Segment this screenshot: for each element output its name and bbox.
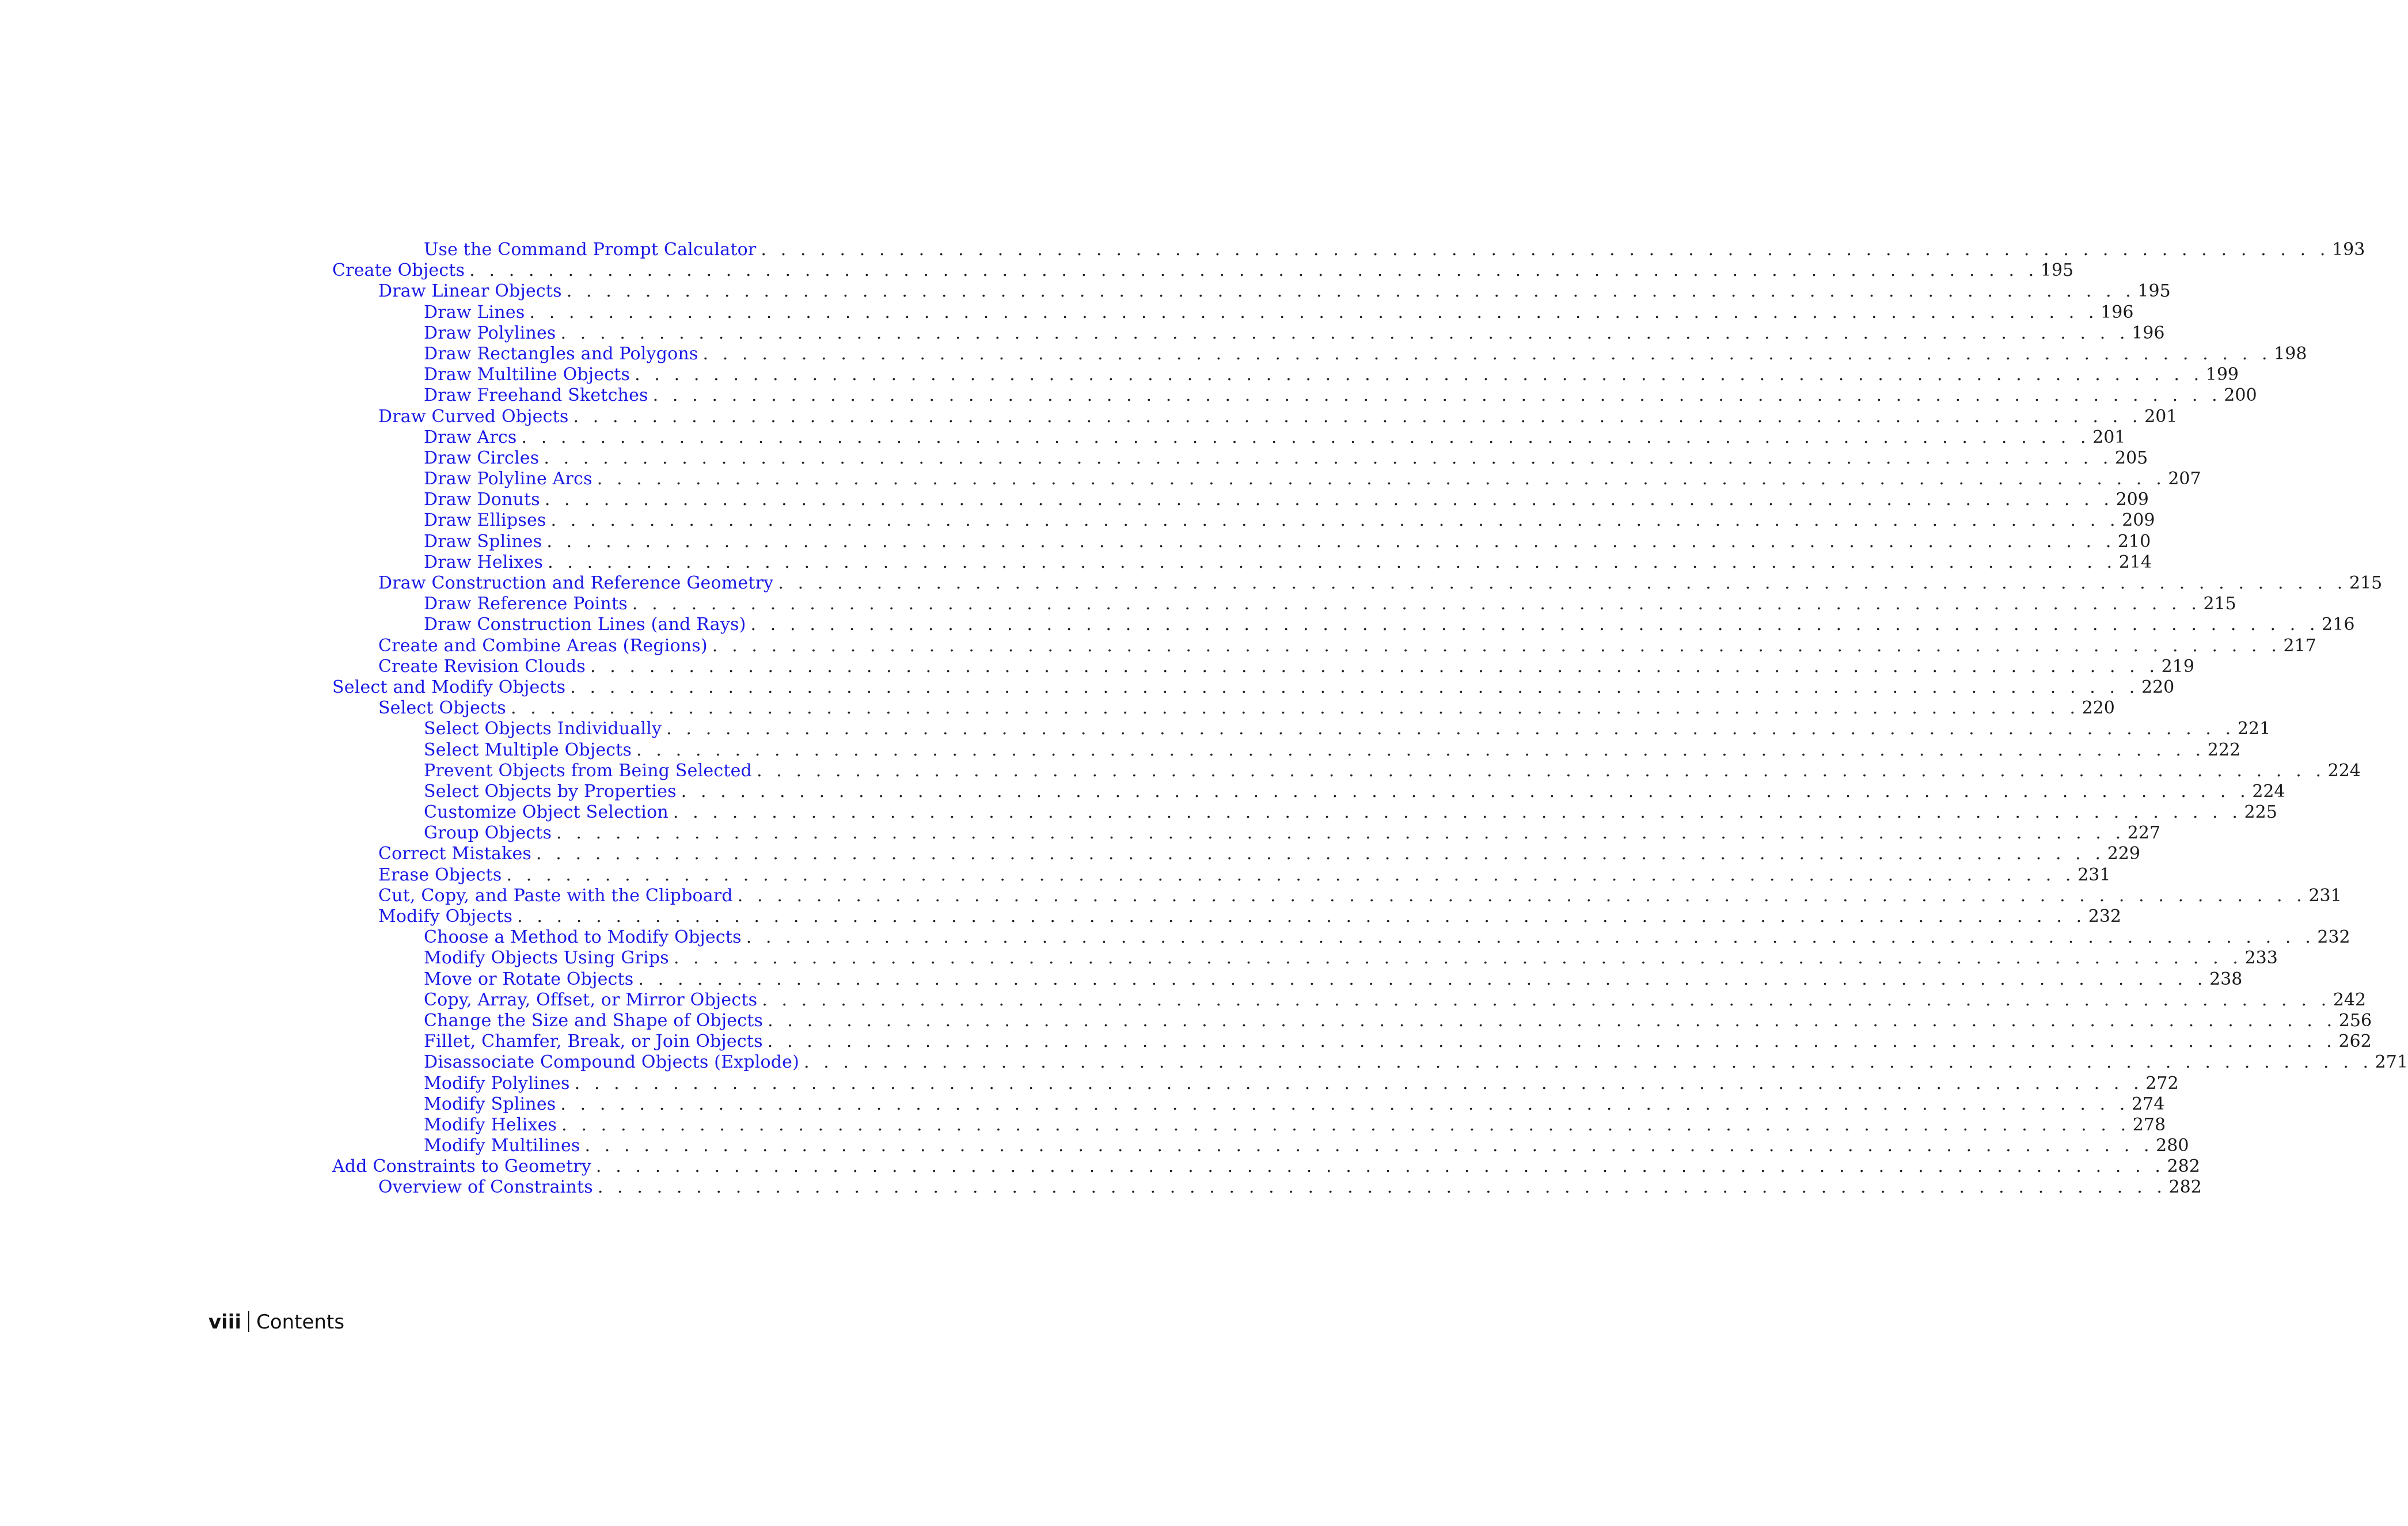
toc-entry-page-number: 220 xyxy=(2082,698,2115,719)
toc-entry-title[interactable]: Draw Construction and Reference Geometry xyxy=(378,573,774,593)
toc-entry-title[interactable]: Draw Reference Points xyxy=(424,594,628,614)
toc-entry-title[interactable]: Group Objects xyxy=(424,823,552,844)
toc-entry-page-number: 224 xyxy=(2327,760,2361,781)
toc-entry-title[interactable]: Use the Command Prompt Calculator xyxy=(424,240,757,260)
toc-entry-title[interactable]: Correct Mistakes xyxy=(378,844,532,864)
dot-leader: . . . . . . . . . . . . . . . . . . . . . . . . . . . . . . . . . . . . . . . . . . . . . . . . . . . . . . . . . . . . . . . . . . . . . . . . . . . . . . . . xyxy=(570,677,2139,697)
toc-entry-page-number: 282 xyxy=(2168,1177,2202,1198)
toc-entry-title[interactable]: Modify Polylines xyxy=(424,1073,570,1094)
toc-entry[interactable] xyxy=(332,614,2355,635)
dot-leader: . . . . . . . . . . . . . . . . . . . . . . . . . . . . . . . . . . . . . . . . . . . . . . . . . . . . . . . . . . . . . . . . . . . . . . . . . . . . . . . . xyxy=(673,948,2243,969)
toc-entry-title[interactable]: Modify Splines xyxy=(424,1094,556,1114)
dot-leader: . . . . . . . . . . . . . . . . . . . . . . . . . . . . . . . . . . . . . . . . . . . . . . . . . . . . . . . . . . . . . . . . . . . . . . . . . . . . . . . . xyxy=(597,1177,2167,1198)
dot-leader: . . . . . . . . . . . . . . . . . . . . . . . . . . . . . . . . . . . . . . . . . . . . . . . . . . . . . . . . . . . . . . . . . . . . . . . . . . . . . . . . xyxy=(544,489,2114,510)
toc-entry[interactable] xyxy=(332,1073,2179,1094)
toc-entry-page-number: 282 xyxy=(2167,1156,2200,1177)
toc-entry-page-number: 215 xyxy=(2349,573,2383,593)
toc-entry[interactable] xyxy=(332,510,2155,531)
dot-leader: . . . . . . . . . . . . . . . . . . . . . . . . . . . . . . . . . . . . . . . . . . . . . . . . . . . . . . . . . . . . . . . . . . . . . . . . . . . . . . . . xyxy=(597,469,2166,489)
toc-entry-title[interactable]: Modify Helixes xyxy=(424,1114,557,1135)
toc-entry[interactable] xyxy=(332,1114,2166,1136)
toc-entry-page-number: 278 xyxy=(2132,1114,2166,1135)
dot-leader: . . . . . . . . . . . . . . . . . . . . . . . . . . . . . . . . . . . . . . . . . . . . . . . . . . . . . . . . . . . . . . . . . . . . . . . . . . . . . . . . xyxy=(574,1073,2144,1094)
toc-entry-title[interactable]: Draw Circles xyxy=(424,447,540,468)
toc-entry-title[interactable]: Draw Polyline Arcs xyxy=(424,469,592,489)
dot-leader: . . . . . . . . . . . . . . . . . . . . . . . . . . . . . . . . . . . . . . . . . . . . . . . . . . . . . . . . . . . . . . . . . . . . . . . . . . . . . . . . xyxy=(510,698,2080,719)
toc-entry-title[interactable]: Draw Construction Lines (and Rays) xyxy=(424,614,746,635)
toc-entry-title[interactable]: Select and Modify Objects xyxy=(332,677,566,697)
toc-entry-page-number: 195 xyxy=(2040,260,2074,281)
toc-entry[interactable] xyxy=(332,739,2241,761)
dot-leader: . . . . . . . . . . . . . . . . . . . . . . . . . . . . . . . . . . . . . . . . . . . . . . . . . . . . . . . . . . . . . . . . . . . . . . . . . . . . . . . . xyxy=(778,573,2347,593)
toc-entry-page-number: 210 xyxy=(2117,531,2151,552)
toc-entry[interactable] xyxy=(332,552,2152,573)
toc-entry-title[interactable]: Draw Helixes xyxy=(424,552,544,572)
toc-entry-title[interactable]: Draw Arcs xyxy=(424,427,517,447)
dot-leader: . . . . . . . . . . . . . . . . . . . . . . . . . . . . . . . . . . . . . . . . . . . . . . . . . . . . . . . . . . . . . . . . . . . . . . . . . . . . . . . . xyxy=(638,969,2208,989)
dot-leader: . . . . . . . . . . . . . . . . . . . . . . . . . . . . . . . . . . . . . . . . . . . . . . . . . . . . . . . . . . . . . . . . . . . . . . . . . . . . . . . . xyxy=(584,1136,2154,1156)
toc-entry[interactable] xyxy=(332,656,2194,677)
dot-leader: . . . . . . . . . . . . . . . . . . . . . . . . . . . . . . . . . . . . . . . . . . . . . . . . . . . . . . . . . . . . . . . . . . . . . . . . . . . . . . . . xyxy=(560,1094,2130,1114)
dot-leader: . . . . . . . . . . . . . . . . . . . . . . . . . . . . . . . . . . . . . . . . . . . . . . . . . . . . . . . . . . . . . . . . . . . . . . . . . . . . . . . . xyxy=(506,864,2076,885)
dot-leader: . . . . . . . . . . . . . . . . . . . . . . . . . . . . . . . . . . . . . . . . . . . . . . . . . . . . . . . . . . . . . . . . . . . . . . . . . . . . . . . . xyxy=(560,322,2130,343)
toc-entry[interactable] xyxy=(332,823,2161,844)
toc-entry-title[interactable]: Draw Ellipses xyxy=(424,510,546,531)
toc-entry-page-number: 232 xyxy=(2317,927,2350,948)
toc-entry-title[interactable]: Draw Linear Objects xyxy=(378,281,562,302)
dot-leader: . . . . . . . . . . . . . . . . . . . . . . . . . . . . . . . . . . . . . . . . . . . . . . . . . . . . . . . . . . . . . . . . . . . . . . . . . . . . . . . . xyxy=(536,844,2105,864)
dot-leader: . . . . . . . . . . . . . . . . . . . . . . . . . . . . . . . . . . . . . . . . . . . . . . . . . . . . . . . . . . . . . . . . . . . . . . . . . . . . . . . . xyxy=(595,1156,2165,1177)
toc-entry-page-number: 271 xyxy=(2375,1052,2408,1073)
toc-entry-page-number: 229 xyxy=(2107,844,2140,864)
toc-entry[interactable] xyxy=(332,322,2165,344)
toc-entry[interactable] xyxy=(332,281,2171,302)
dot-leader: . . . . . . . . . . . . . . . . . . . . . . . . . . . . . . . . . . . . . . . . . . . . . . . . . . . . . . . . . . . . . . . . . . . . . . . . . . . . . . . . xyxy=(544,447,2113,468)
dot-leader: . . . . . . . . . . . . . . . . . . . . . . . . . . . . . . . . . . . . . . . . . . . . . . . . . . . . . . . . . . . . . . . . . . . . . . . . . . . . . . . . xyxy=(702,343,2272,364)
toc-entry-title[interactable]: Draw Freehand Sketches xyxy=(424,385,648,406)
dot-leader: . . . . . . . . . . . . . . . . . . . . . . . . . . . . . . . . . . . . . . . . . . . . . . . . . . . . . . . . . . . . . . . . . . . . . . . . . . . . . . . . xyxy=(556,823,2125,844)
running-head: Contents xyxy=(256,1311,345,1334)
toc-entry-page-number: 207 xyxy=(2168,469,2201,489)
toc-entry[interactable] xyxy=(332,635,2316,656)
toc-entry-title[interactable]: Modify Multilines xyxy=(424,1136,580,1156)
dot-leader: . . . . . . . . . . . . . . . . . . . . . . . . . . . . . . . . . . . . . . . . . . . . . . . . . . . . . . . . . . . . . . . . . . . . . . . . . . . . . . . . xyxy=(762,989,2331,1010)
toc-entry[interactable] xyxy=(332,1052,2408,1073)
toc-entry-page-number: 209 xyxy=(2122,510,2155,531)
toc-entry-title[interactable]: Create Revision Clouds xyxy=(378,656,586,677)
toc-entry-page-number: 222 xyxy=(2207,739,2241,760)
toc-entry[interactable] xyxy=(332,969,2243,990)
toc-entry[interactable] xyxy=(332,948,2278,969)
toc-entry[interactable] xyxy=(332,240,2365,260)
toc-entry-page-number: 200 xyxy=(2224,385,2257,406)
toc-entry[interactable] xyxy=(332,1031,2372,1052)
toc-entry-title[interactable]: Prevent Objects from Being Selected xyxy=(424,760,752,781)
dot-leader: . . . . . . . . . . . . . . . . . . . . . . . . . . . . . . . . . . . . . . . . . . . . . . . . . . . . . . . . . . . . . . . . . . . . . . . . . . . . . . . . xyxy=(635,365,2204,385)
toc-entry-page-number: 209 xyxy=(2115,489,2149,510)
dot-leader: . . . . . . . . . . . . . . . . . . . . . . . . . . . . . . . . . . . . . . . . . . . . . . . . . . . . . . . . . . . . . . . . . . . . . . . . . . . . . . . . xyxy=(804,1052,2373,1073)
toc-entry[interactable] xyxy=(332,531,2151,552)
toc-entry-page-number: 199 xyxy=(2205,365,2239,385)
toc-entry[interactable] xyxy=(332,1094,2165,1115)
dot-leader: . . . . . . . . . . . . . . . . . . . . . . . . . . . . . . . . . . . . . . . . . . . . . . . . . . . . . . . . . . . . . . . . . . . . . . . . . . . . . . . . xyxy=(529,302,2099,322)
toc-entry[interactable] xyxy=(332,343,2307,365)
dot-leader: . . . . . . . . . . . . . . . . . . . . . . . . . . . . . . . . . . . . . . . . . . . . . . . . . . . . . . . . . . . . . . . . . . . . . . . . . . . . . . . . xyxy=(469,260,2038,281)
dot-leader: . . . . . . . . . . . . . . . . . . . . . . . . . . . . . . . . . . . . . . . . . . . . . . . . . . . . . . . . . . . . . . . . . . . . . . . . . . . . . . . . xyxy=(590,656,2159,677)
toc-entry-title[interactable]: Fillet, Chamfer, Break, or Join Objects xyxy=(424,1031,763,1052)
toc-entry-title[interactable]: Copy, Array, Offset, or Mirror Objects xyxy=(424,989,758,1010)
toc-entry-title[interactable]: Add Constraints to Geometry xyxy=(332,1156,591,1177)
toc-entry-page-number: 225 xyxy=(2244,802,2277,823)
page-footer xyxy=(208,1311,344,1334)
toc-entry-title[interactable]: Draw Splines xyxy=(424,531,542,552)
dot-leader: . . . . . . . . . . . . . . . . . . . . . . . . . . . . . . . . . . . . . . . . . . . . . . . . . . . . . . . . . . . . . . . . . . . . . . . . . . . . . . . . xyxy=(673,802,2242,823)
toc-entry[interactable] xyxy=(332,489,2149,510)
toc-entry-title[interactable]: Draw Rectangles and Polygons xyxy=(424,343,698,364)
toc-entry-page-number: 280 xyxy=(2156,1136,2189,1156)
toc-entry-title[interactable]: Draw Curved Objects xyxy=(378,406,569,427)
toc-entry[interactable] xyxy=(332,302,2134,323)
toc-entry[interactable] xyxy=(332,906,2121,927)
toc-entry[interactable] xyxy=(332,1177,2202,1198)
footer-divider xyxy=(248,1311,249,1332)
toc-entry-page-number: 201 xyxy=(2092,427,2126,447)
toc-entry-page-number: 196 xyxy=(2101,302,2134,322)
toc-entry[interactable] xyxy=(332,573,2383,594)
dot-leader: . . . . . . . . . . . . . . . . . . . . . . . . . . . . . . . . . . . . . . . . . . . . . . . . . . . . . . . . . . . . . . . . . . . . . . . . . . . . . . . . xyxy=(546,531,2115,552)
toc-entry[interactable] xyxy=(332,844,2140,864)
toc-entry-title[interactable]: Draw Lines xyxy=(424,302,525,322)
dot-leader: . . . . . . . . . . . . . . . . . . . . . . . . . . . . . . . . . . . . . . . . . . . . . . . . . . . . . . . . . . . . . . . . . . . . . . . . . . . . . . . . xyxy=(632,594,2201,614)
dot-leader: . . . . . . . . . . . . . . . . . . . . . . . . . . . . . . . . . . . . . . . . . . . . . . . . . . . . . . . . . . . . . . . . . . . . . . . . . . . . . . . . xyxy=(636,739,2205,760)
toc-entry-page-number: 224 xyxy=(2252,781,2285,802)
toc-entry-page-number: 193 xyxy=(2332,240,2365,260)
dot-leader: . . . . . . . . . . . . . . . . . . . . . . . . . . . . . . . . . . . . . . . . . . . . . . . . . . . . . . . . . . . . . . . . . . . . . . . . . . . . . . . . xyxy=(737,885,2307,906)
toc-entry[interactable] xyxy=(332,677,2175,698)
toc-entry[interactable] xyxy=(332,406,2178,427)
toc-entry-page-number: 201 xyxy=(2144,406,2178,427)
dot-leader: . . . . . . . . . . . . . . . . . . . . . . . . . . . . . . . . . . . . . . . . . . . . . . . . . . . . . . . . . . . . . . . . . . . . . . . . . . . . . . . . xyxy=(521,427,2091,447)
dot-leader: . . . . . . . . . . . . . . . . . . . . . . . . . . . . . . . . . . . . . . . . . . . . . . . . . . . . . . . . . . . . . . . . . . . . . . . . . . . . . . . . xyxy=(666,719,2235,739)
dot-leader: . . . . . . . . . . . . . . . . . . . . . . . . . . . . . . . . . . . . . . . . . . . . . . . . . . . . . . . . . . . . . . . . . . . . . . . . . . . . . . . . xyxy=(767,1031,2337,1052)
toc-entry[interactable] xyxy=(332,719,2271,739)
toc-entry[interactable] xyxy=(332,365,2239,385)
dot-leader: . . . . . . . . . . . . . . . . . . . . . . . . . . . . . . . . . . . . . . . . . . . . . . . . . . . . . . . . . . . . . . . . . . . . . . . . . . . . . . . . xyxy=(652,385,2222,406)
toc-entry-title[interactable]: Create Objects xyxy=(332,260,465,281)
dot-leader: . . . . . . . . . . . . . . . . . . . . . . . . . . . . . . . . . . . . . . . . . . . . . . . . . . . . . . . . . . . . . . . . . . . . . . . . . . . . . . . . xyxy=(761,240,2330,260)
toc-entry[interactable] xyxy=(332,469,2201,489)
dot-leader: . . . . . . . . . . . . . . . . . . . . . . . . . . . . . . . . . . . . . . . . . . . . . . . . . . . . . . . . . . . . . . . . . . . . . . . . . . . . . . . . xyxy=(712,635,2281,656)
toc-entry-page-number: 214 xyxy=(2118,552,2152,572)
toc-entry[interactable] xyxy=(332,1136,2189,1156)
toc-entry-page-number: 215 xyxy=(2203,594,2236,614)
toc-entry-page-number: 233 xyxy=(2244,948,2278,969)
dot-leader: . . . . . . . . . . . . . . . . . . . . . . . . . . . . . . . . . . . . . . . . . . . . . . . . . . . . . . . . . . . . . . . . . . . . . . . . . . . . . . . . xyxy=(517,906,2086,927)
table-of-contents xyxy=(332,240,2408,1198)
toc-entry-page-number: 219 xyxy=(2161,656,2194,677)
toc-entry[interactable] xyxy=(332,927,2350,948)
toc-entry-page-number: 272 xyxy=(2145,1073,2179,1094)
toc-entry-page-number: 227 xyxy=(2127,823,2161,844)
toc-entry-page-number: 256 xyxy=(2338,1010,2372,1031)
toc-entry-page-number: 262 xyxy=(2338,1031,2372,1052)
toc-entry[interactable] xyxy=(332,864,2111,886)
toc-entry-title[interactable]: Choose a Method to Modify Objects xyxy=(424,927,742,948)
toc-entry-page-number: 231 xyxy=(2077,864,2111,885)
toc-entry-title[interactable]: Change the Size and Shape of Objects xyxy=(424,1010,764,1031)
toc-entry-title[interactable]: Cut, Copy, and Paste with the Clipboard xyxy=(378,885,733,906)
toc-entry-title[interactable]: Select Objects Individually xyxy=(424,719,662,739)
toc-entry-title[interactable]: Select Multiple Objects xyxy=(424,739,632,760)
dot-leader: . . . . . . . . . . . . . . . . . . . . . . . . . . . . . . . . . . . . . . . . . . . . . . . . . . . . . . . . . . . . . . . . . . . . . . . . . . . . . . . . xyxy=(746,927,2315,948)
dot-leader: . . . . . . . . . . . . . . . . . . . . . . . . . . . . . . . . . . . . . . . . . . . . . . . . . . . . . . . . . . . . . . . . . . . . . . . . . . . . . . . . xyxy=(768,1010,2337,1031)
toc-entry-page-number: 238 xyxy=(2209,969,2243,989)
toc-entry-title[interactable]: Move or Rotate Objects xyxy=(424,969,634,989)
toc-entry[interactable] xyxy=(332,781,2285,802)
toc-entry-page-number: 196 xyxy=(2132,322,2165,343)
toc-entry-title[interactable]: Overview of Constraints xyxy=(378,1177,593,1198)
toc-entry[interactable] xyxy=(332,1156,2200,1177)
page-number: viii xyxy=(208,1311,242,1334)
toc-entry-title[interactable]: Select Objects by Properties xyxy=(424,781,677,802)
toc-entry[interactable] xyxy=(332,447,2148,469)
dot-leader: . . . . . . . . . . . . . . . . . . . . . . . . . . . . . . . . . . . . . . . . . . . . . . . . . . . . . . . . . . . . . . . . . . . . . . . . . . . . . . . . xyxy=(573,406,2143,427)
toc-entry[interactable] xyxy=(332,1010,2372,1031)
toc-entry-page-number: 198 xyxy=(2274,343,2307,364)
toc-entry-title[interactable]: Customize Object Selection xyxy=(424,802,669,823)
toc-entry-title[interactable]: Modify Objects xyxy=(378,906,513,927)
dot-leader: . . . . . . . . . . . . . . . . . . . . . . . . . . . . . . . . . . . . . . . . . . . . . . . . . . . . . . . . . . . . . . . . . . . . . . . . . . . . . . . . xyxy=(750,614,2320,635)
toc-entry-page-number: 274 xyxy=(2132,1094,2165,1114)
toc-entry-title[interactable]: Erase Objects xyxy=(378,864,502,885)
toc-entry[interactable] xyxy=(332,802,2277,823)
toc-entry-title[interactable]: Disassociate Compound Objects (Explode) xyxy=(424,1052,800,1073)
toc-entry-page-number: 220 xyxy=(2141,677,2175,697)
dot-leader: . . . . . . . . . . . . . . . . . . . . . . . . . . . . . . . . . . . . . . . . . . . . . . . . . . . . . . . . . . . . . . . . . . . . . . . . . . . . . . . . xyxy=(548,552,2117,572)
toc-entry-title[interactable]: Draw Polylines xyxy=(424,322,556,343)
dot-leader: . . . . . . . . . . . . . . . . . . . . . . . . . . . . . . . . . . . . . . . . . . . . . . . . . . . . . . . . . . . . . . . . . . . . . . . . . . . . . . . . xyxy=(566,281,2136,302)
toc-entry-title[interactable]: Select Objects xyxy=(378,698,506,719)
toc-entry[interactable] xyxy=(332,760,2361,781)
toc-entry[interactable] xyxy=(332,260,2074,281)
toc-entry-page-number: 217 xyxy=(2283,635,2316,656)
toc-entry-title[interactable]: Draw Donuts xyxy=(424,489,540,510)
toc-entry[interactable] xyxy=(332,698,2115,719)
toc-entry-page-number: 242 xyxy=(2333,989,2367,1010)
dot-leader: . . . . . . . . . . . . . . . . . . . . . . . . . . . . . . . . . . . . . . . . . . . . . . . . . . . . . . . . . . . . . . . . . . . . . . . . . . . . . . . . xyxy=(681,781,2250,802)
toc-entry-page-number: 216 xyxy=(2322,614,2355,635)
toc-entry[interactable] xyxy=(332,989,2367,1011)
toc-entry[interactable] xyxy=(332,385,2257,406)
toc-entry-title[interactable]: Draw Multiline Objects xyxy=(424,365,631,385)
toc-entry-page-number: 205 xyxy=(2115,447,2148,468)
toc-entry-title[interactable]: Modify Objects Using Grips xyxy=(424,948,669,969)
toc-entry[interactable] xyxy=(332,427,2126,448)
dot-leader: . . . . . . . . . . . . . . . . . . . . . . . . . . . . . . . . . . . . . . . . . . . . . . . . . . . . . . . . . . . . . . . . . . . . . . . . . . . . . . . . xyxy=(550,510,2120,531)
toc-entry[interactable] xyxy=(332,885,2342,906)
toc-entry-page-number: 221 xyxy=(2237,719,2271,739)
toc-entry-page-number: 232 xyxy=(2088,906,2121,927)
toc-entry-title[interactable]: Create and Combine Areas (Regions) xyxy=(378,635,708,656)
dot-leader: . . . . . . . . . . . . . . . . . . . . . . . . . . . . . . . . . . . . . . . . . . . . . . . . . . . . . . . . . . . . . . . . . . . . . . . . . . . . . . . . xyxy=(561,1114,2130,1135)
toc-entry-page-number: 195 xyxy=(2137,281,2171,302)
dot-leader: . . . . . . . . . . . . . . . . . . . . . . . . . . . . . . . . . . . . . . . . . . . . . . . . . . . . . . . . . . . . . . . . . . . . . . . . . . . . . . . . xyxy=(756,760,2326,781)
toc-entry[interactable] xyxy=(332,594,2236,614)
toc-entry-page-number: 231 xyxy=(2308,885,2342,906)
